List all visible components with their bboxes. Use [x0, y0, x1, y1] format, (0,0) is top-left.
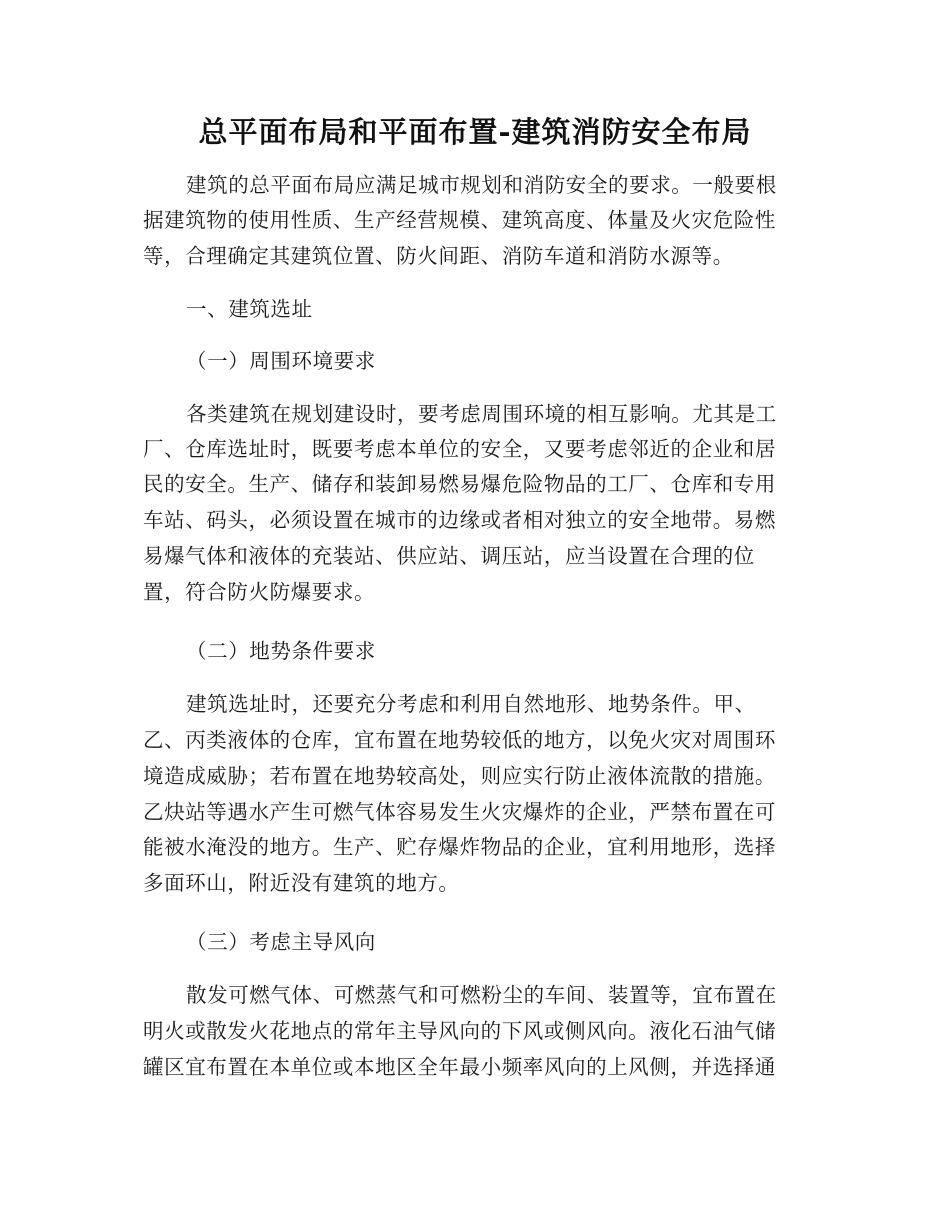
paragraph-line: 置，符合防火防爆要求。 — [143, 580, 376, 604]
subsection-heading: （二）地势条件要求 — [186, 639, 376, 663]
subsection-heading: （三）考虑主导风向 — [186, 930, 376, 954]
document-title: 总平面布局和平面布置-建筑消防安全布局 — [198, 115, 752, 149]
paragraph-line: 明火或散发火花地点的常年主导风向的下风或侧风向。液化石油气储 — [143, 1019, 776, 1043]
paragraph-line: 多面环山，附近没有建筑的地方。 — [143, 871, 460, 895]
paragraph-line: 车站、码头，必须设置在城市的边缘或者相对独立的安全地带。易燃 — [143, 508, 776, 532]
paragraph-line: 罐区宜布置在本单位或本地区全年最小频率风向的上风侧，并选择通 — [143, 1055, 776, 1079]
paragraph-line: 民的安全。生产、储存和装卸易燃易爆危险物品的工厂、仓库和专用 — [143, 472, 776, 496]
paragraph-line: 据建筑物的使用性质、生产经营规模、建筑高度、体量及火灾危险性 — [143, 208, 776, 232]
subsection-heading: （一）周围环境要求 — [186, 349, 376, 373]
paragraph-line: 乙、丙类液体的仓库，宜布置在地势较低的地方，以免火灾对周围环 — [143, 728, 776, 752]
paragraph-line: 散发可燃气体、可燃蒸气和可燃粉尘的车间、装置等，宜布置在 — [186, 983, 777, 1007]
paragraph-line: 等，合理确定其建筑位置、防火间距、消防车道和消防水源等。 — [143, 244, 734, 268]
paragraph-line: 乙炔站等遇水产生可燃气体容易发生火灾爆炸的企业，严禁布置在可 — [143, 800, 776, 824]
paragraph-line: 能被水淹没的地方。生产、贮存爆炸物品的企业，宜利用地形，选择 — [143, 835, 776, 859]
section-heading: 一、建筑选址 — [186, 297, 313, 321]
paragraph-line: 厂、仓库选址时，既要考虑本单位的安全，又要考虑邻近的企业和居 — [143, 437, 776, 461]
paragraph-line: 易爆气体和液体的充装站、供应站、调压站，应当设置在合理的位 — [143, 544, 755, 568]
paragraph-line: 建筑选址时，还要充分考虑和利用自然地形、地势条件。甲、 — [186, 692, 756, 716]
paragraph-line: 建筑的总平面布局应满足城市规划和消防安全的要求。一般要根 — [186, 173, 777, 197]
paragraph-line: 境造成威胁；若布置在地势较高处，则应实行防止液体流散的措施。 — [143, 764, 776, 788]
paragraph-line: 各类建筑在规划建设时，要考虑周围环境的相互影响。尤其是工 — [186, 402, 777, 426]
